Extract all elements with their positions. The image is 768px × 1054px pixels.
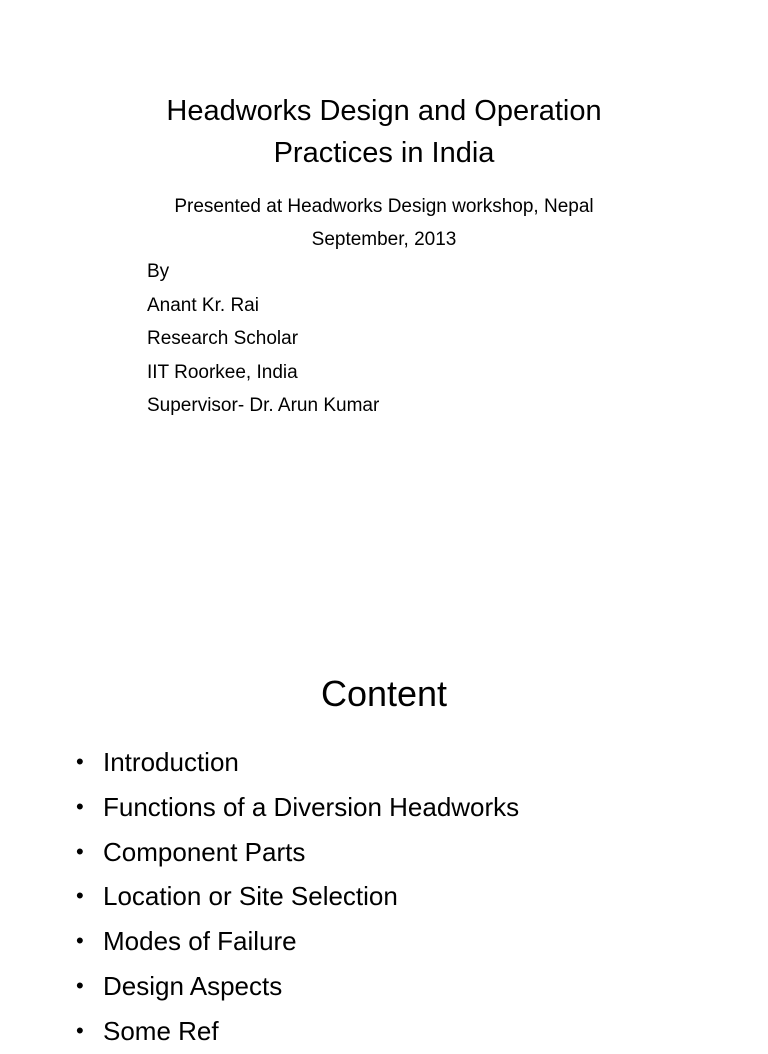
bullet-icon: • [76, 972, 84, 998]
presentation-title [0, 90, 768, 174]
author-supervisor: Supervisor- Dr. Arun Kumar [147, 395, 380, 416]
presentation-subtitle [0, 190, 768, 256]
content-bullet-list [0, 740, 519, 1054]
bullet-icon: • [76, 928, 84, 954]
author-block [147, 255, 379, 423]
bullet-icon: • [76, 1017, 84, 1043]
subtitle-line-1: Presented at Headworks Design workshop, Nepal [174, 196, 594, 217]
author-line-by: By [147, 261, 170, 282]
bullet-icon: • [76, 838, 84, 864]
list-item-text: Introduction [103, 747, 239, 777]
bullet-icon: • [76, 883, 84, 909]
title-line-1: Headworks Design and Operation [166, 95, 602, 127]
list-item-text: Component Parts [103, 836, 306, 867]
bullet-icon: • [76, 793, 84, 819]
title-line-2: Practices in India [273, 137, 495, 169]
subtitle-line-2: September, 2013 [311, 229, 457, 250]
list-item [0, 874, 519, 919]
list-item [0, 1009, 519, 1054]
list-item-text: Design Aspects [103, 970, 283, 1001]
bullet-icon: • [76, 749, 84, 774]
author-institution: IIT Roorkee, India [147, 361, 298, 383]
list-item [0, 964, 519, 1009]
list-item-text: Modes of Failure [103, 926, 297, 957]
list-item [0, 785, 519, 830]
list-item [0, 919, 519, 964]
list-item-text: Location or Site Selection [103, 881, 398, 912]
author-name: Anant Kr. Rai [147, 294, 259, 316]
list-item [0, 830, 519, 875]
slide-content [0, 576, 768, 1046]
list-item [0, 740, 519, 785]
list-item-text: Functions of a Diversion Headworks [103, 791, 520, 822]
author-role: Research Scholar [147, 328, 299, 349]
content-title: Content [320, 673, 448, 714]
list-item-text: Some Ref [103, 1015, 219, 1046]
